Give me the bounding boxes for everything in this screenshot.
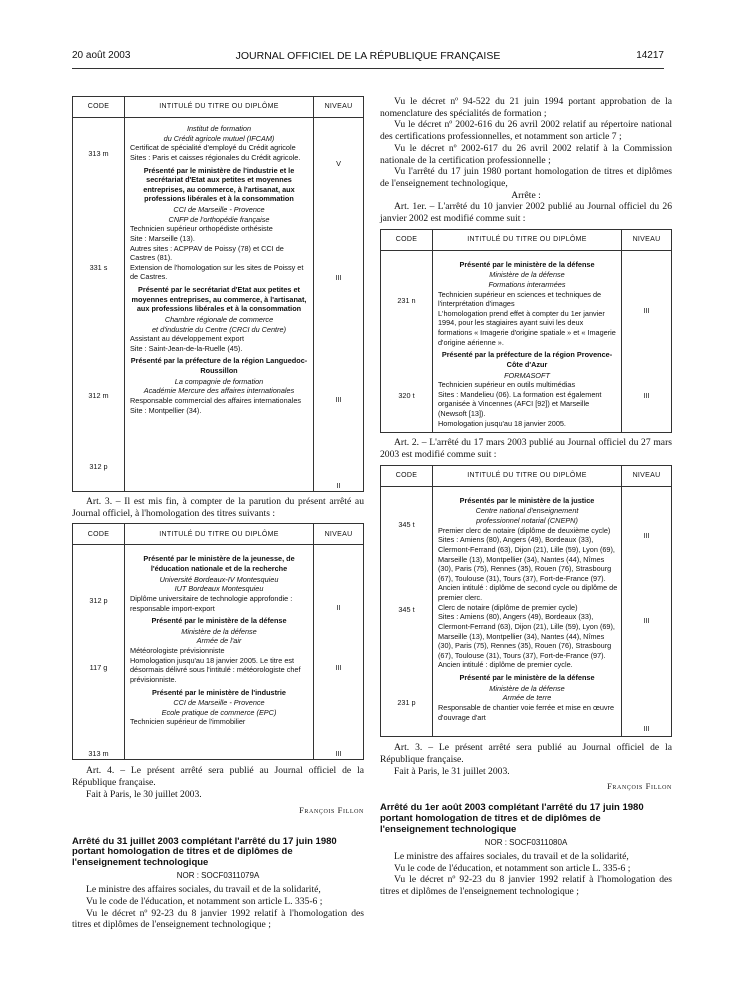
institution: Armée de terre	[502, 693, 552, 703]
institution: et d'industrie du Centre (CRCI du Centre)	[151, 324, 286, 334]
level: III	[643, 305, 650, 315]
visa: Vu le décret nº 2002-616 du 26 avril 2002 relatif au répertoire national des certifications professionnelles, et notamment son article 7 ;	[380, 119, 672, 143]
level: III	[335, 749, 342, 759]
code: 345 t	[398, 519, 415, 529]
institution: Université Bordeaux-IV Montesquieu	[159, 574, 279, 584]
table-header-row	[73, 97, 364, 118]
level: III	[643, 390, 650, 400]
diploma-sites: Sites : Amiens (80), Angers (49), Bordeaux (33), Clermont-Ferrand (63), Dijon (21), Lille (59), Lyon (69), Marseille (13), Montpellier (34), Nantes (44), Nîmes (30), Paris (75), Rennes (35), Rouen (76), Strasbourg (67), Toulouse (31), Tours (37), Fort-de-France (97).	[438, 612, 615, 660]
diploma-sites: Sites : Paris et caisses régionales du Crédit agricole.	[130, 152, 301, 162]
diploma-title: Responsable de chantier voie ferrée et mise en œuvre d'ouvrage d'art	[438, 702, 615, 722]
diploma-sites: Sites : Mandelieu (06). La formation est également organisée à Vincennes (AFCI [92]) et Marseille (Newsoft [13]).	[438, 389, 602, 419]
institution: La compagnie de formation	[174, 376, 264, 386]
level-cell	[314, 545, 364, 760]
level: III	[643, 615, 650, 625]
level: V	[336, 159, 341, 168]
code: 312 m	[88, 391, 109, 400]
institution: professionnel notarial (CNEPN)	[476, 516, 578, 526]
code: 312 p	[89, 596, 108, 606]
article-3-right: Art. 3. – Le présent arrêté sera publié au Journal officiel de la République française.	[380, 742, 672, 765]
code: 345 t	[398, 604, 415, 614]
section-heading: Présenté par le ministère de la défense	[151, 616, 287, 626]
diploma-sites: Site : Montpellier (34).	[130, 405, 202, 415]
page-number: 14217	[636, 50, 664, 61]
col-code: CODE	[73, 97, 125, 118]
code: 231 n	[397, 295, 416, 305]
level: III	[643, 530, 650, 540]
diploma-sites: Sites : Amiens (80), Angers (49), Bordeaux (33), Clermont-Ferrand (63), Dijon (21), Lille (59), Lyon (69), Marseille (13), Montpellier (34), Nantes (44), Nîmes (30), Paris (75), Rennes (35), Rouen (76), Strasbourg (67), Toulouse (31), Tours (37), Fort-de-France (97).	[438, 535, 615, 583]
institution: CCI de Marseille - Provence	[173, 698, 265, 708]
title-cell	[433, 486, 622, 736]
level: III	[643, 723, 650, 733]
level: III	[335, 663, 342, 673]
code: 312 p	[89, 462, 108, 471]
code-cell	[381, 250, 433, 433]
visa: Vu le décret nº 92-23 du 8 janvier 1992 relatif à l'homologation des titres et diplômes de l'enseignement technologique ;	[380, 874, 672, 898]
signature: François Fillon	[607, 781, 672, 792]
section-heading: Présenté par la préfecture de la région Provence-Côte d'Azur	[441, 350, 613, 369]
header-date: 20 août 2003	[72, 50, 131, 61]
institution: Académie Mercure des affaires internationales	[143, 386, 295, 396]
diploma-note: Homologation jusqu'au 18 janvier 2005.	[438, 418, 566, 428]
level: III	[335, 273, 342, 282]
diploma-note: Homologation jusqu'au 18 janvier 2005. Le titre est désormais délivré sous l'intitulé : météorologiste chef prévisionniste.	[130, 655, 301, 684]
col-code: CODE	[381, 229, 433, 250]
title-cell	[125, 118, 314, 492]
level: II	[336, 603, 341, 613]
code-cell	[73, 545, 125, 760]
nor-reference: NOR : SOCF0311080A	[484, 838, 568, 848]
visa: Vu le code de l'éducation, et notamment son article L. 335-6 ;	[86, 895, 323, 907]
diploma-note: L'homologation prend effet à compter du 1er janvier 1994, pour les stagiaires ayant suivi les deux formations « Imagerie d'origine spatiale » et « Imagerie d'origine aérienne ».	[438, 308, 616, 347]
code: 313 m	[88, 149, 109, 158]
diploma-title: Assistant au développement export	[130, 334, 244, 344]
diploma-sites: Site : Marseille (13).	[130, 233, 195, 243]
section-heading: Présenté par le ministère de la jeunesse, de l'éducation nationale et de la recherche	[143, 554, 295, 574]
signature: François Fillon	[299, 804, 364, 815]
table-header-row	[381, 229, 672, 250]
code: 320 t	[398, 390, 415, 400]
institution: Chambre régionale de commerce	[164, 314, 274, 324]
code: 117 g	[89, 663, 108, 673]
level: II	[336, 481, 341, 490]
institution: Ministère de la défense	[489, 270, 565, 280]
section-heading: Présenté par le ministère de la défense	[459, 259, 595, 269]
section-heading: Présenté par le ministère de l'industrie	[152, 687, 286, 697]
code: 313 m	[88, 749, 109, 759]
homologation-table-4	[380, 465, 672, 737]
code: 231 p	[397, 697, 416, 707]
col-titre: INTITULÉ DU TITRE OU DIPLÔME	[433, 465, 622, 486]
diploma-note: Ancien intitulé : diplôme de second cycle ou diplôme de premier clerc.	[438, 583, 618, 603]
visa: Vu l'arrêté du 17 juin 1980 portant homologation de titres et diplômes de l'enseignement technologique,	[380, 166, 672, 189]
diploma-title: Technicien supérieur de l'immobilier	[130, 717, 246, 727]
institution: Ministère de la défense	[181, 626, 257, 636]
col-code: CODE	[381, 465, 433, 486]
arrete-title: Arrêté du 31 juillet 2003 complétant l'arrêté du 17 juin 1980 portant homologation de titres et de diplômes de l'enseignement technologique	[72, 835, 337, 869]
diploma-note: Ancien intitulé : diplôme de premier cycle.	[438, 660, 573, 670]
preamble: Le ministre des affaires sociales, du travail et de la solidarité,	[394, 851, 629, 863]
col-code: CODE	[73, 524, 125, 545]
left-column	[72, 96, 364, 931]
diploma-title: Technicien supérieur en outils multimédias	[438, 380, 576, 390]
institution: Ministère de la défense	[489, 683, 565, 693]
section-heading: Présentés par le ministère de la justice	[459, 495, 595, 505]
diploma-sites: Site : Saint-Jean-de-la-Ruelle (45).	[130, 343, 243, 353]
col-niveau: NIVEAU	[622, 229, 672, 250]
table-row	[73, 118, 364, 492]
article-1: Art. 1er. – L'arrêté du 10 janvier 2002 publié au Journal officiel du 26 janvier 2002 est modifié comme suit :	[380, 201, 672, 225]
institution: du Crédit agricole mutuel (IFCAM)	[163, 133, 275, 143]
col-niveau: NIVEAU	[622, 465, 672, 486]
arrete-title: Arrêté du 1er août 2003 complétant l'arrêté du 17 juin 1980 portant homologation de titres et de diplômes de l'enseignement technologique	[380, 802, 644, 836]
preamble: Le ministre des affaires sociales, du travail et de la solidarité,	[86, 884, 321, 896]
institution: Institut de formation	[186, 124, 252, 133]
title-cell	[433, 250, 622, 433]
level-cell	[314, 118, 364, 492]
col-niveau: NIVEAU	[314, 97, 364, 118]
level-cell	[622, 250, 672, 433]
diploma-title: Technicien supérieur en sciences et techniques de l'interprétation d'images	[438, 289, 602, 309]
article-4: Art. 4. – Le présent arrêté sera publié au Journal officiel de la République française.	[72, 765, 364, 789]
code-cell	[73, 118, 125, 492]
diploma-note: Extension de l'homologation sur les sites de Poissy et de Castres.	[130, 262, 304, 282]
diploma-sites: Autres sites : ACPPAV de Poissy (78) et CCI de Castres (81).	[130, 243, 284, 263]
header-rule	[72, 68, 664, 69]
institution: Formations interarmées	[488, 279, 566, 289]
homologation-table-2	[72, 523, 364, 760]
diploma-title: Premier clerc de notaire (diplôme de deuxième cycle)	[438, 525, 611, 535]
title-cell	[125, 545, 314, 760]
section-heading: Présenté par la préfecture de la région Languedoc-Roussillon	[130, 356, 308, 375]
page-header	[72, 50, 664, 64]
section-heading: Présenté par le ministère de la défense	[459, 673, 595, 683]
journal-title: JOURNAL OFFICIEL DE LA RÉPUBLIQUE FRANÇAISE	[235, 50, 501, 62]
level-cell	[622, 486, 672, 736]
institution: IUT Bordeaux Montesquieu	[174, 584, 264, 594]
institution: Centre national d'enseignement	[475, 506, 579, 516]
visa: Vu le code de l'éducation, et notamment son article L. 335-6 ;	[394, 862, 631, 874]
institution: Armée de l'air	[196, 636, 242, 646]
diploma-title: Clerc de notaire (diplôme de premier cycle)	[438, 602, 578, 612]
col-titre: INTITULÉ DU TITRE OU DIPLÔME	[433, 229, 622, 250]
homologation-table-3	[380, 229, 672, 434]
fait-a-paris: Fait à Paris, le 30 juillet 2003.	[86, 788, 202, 800]
table-header-row	[73, 524, 364, 545]
diploma-title: Technicien supérieur orthopédiste orthésiste	[130, 224, 273, 234]
article-3: Art. 3. – Il est mis fin, à compter de la parution du présent arrêté au Journal officiel, à l'homologation des titres suivants :	[72, 496, 364, 519]
visa: Vu le décret nº 94-522 du 21 juin 1994 portant approbation de la nomenclature des spécialités de formation ;	[380, 96, 672, 119]
diploma-title: Diplôme universitaire de technologie approfondie : responsable import-export	[130, 593, 293, 613]
visa: Vu le décret nº 92-23 du 8 janvier 1992 relatif à l'homologation des titres et diplômes de l'enseignement technologique ;	[72, 907, 364, 931]
table-row	[73, 545, 364, 760]
section-heading: Présenté par le secrétariat d'Etat aux petites et moyennes entreprises, au commerce, à l'artisanat, aux professions libérales et à la consommation	[131, 285, 307, 314]
institution: FORMASOFT	[504, 370, 550, 380]
code: 331 s	[89, 263, 108, 272]
diploma-title: Responsable commercial des affaires internationales	[130, 395, 302, 405]
table-row	[381, 250, 672, 433]
article-2: Art. 2. – L'arrêté du 17 mars 2003 publié au Journal officiel du 27 mars 2003 est modifié comme suit :	[380, 437, 672, 461]
col-niveau: NIVEAU	[314, 524, 364, 545]
col-titre: INTITULÉ DU TITRE OU DIPLÔME	[125, 524, 314, 545]
institution: CCI de Marseille - Provence	[173, 205, 265, 214]
level: III	[335, 395, 342, 404]
section-heading: Présenté par le ministère de l'industrie et le secrétariat d'Etat aux petites et moyennes entreprises, au commerce, à l'artisanat, aux professions libérales et à la consommation	[143, 165, 295, 204]
right-column	[380, 96, 672, 898]
nor-reference: NOR : SOCF0311079A	[176, 871, 260, 881]
diploma-title: Certificat de spécialité d'employé du Crédit agricole	[130, 143, 296, 153]
visa: Vu le décret nº 2002-617 du 26 avril 2002 relatif à la Commission nationale de la certification professionnelle ;	[380, 142, 672, 166]
institution: CNFP de l'orthopédie française	[168, 214, 270, 224]
col-titre: INTITULÉ DU TITRE OU DIPLÔME	[125, 97, 314, 118]
diploma-title: Météorologiste prévisionniste	[130, 646, 225, 656]
fait-a-paris: Fait à Paris, le 31 juillet 2003.	[394, 765, 510, 777]
institution: Ecole pratique de commerce (EPC)	[161, 707, 277, 717]
table-header-row	[381, 465, 672, 486]
table-row	[381, 486, 672, 736]
homologation-table-1	[72, 96, 364, 492]
code-cell	[381, 486, 433, 736]
arrete-label: Arrête :	[511, 189, 541, 201]
